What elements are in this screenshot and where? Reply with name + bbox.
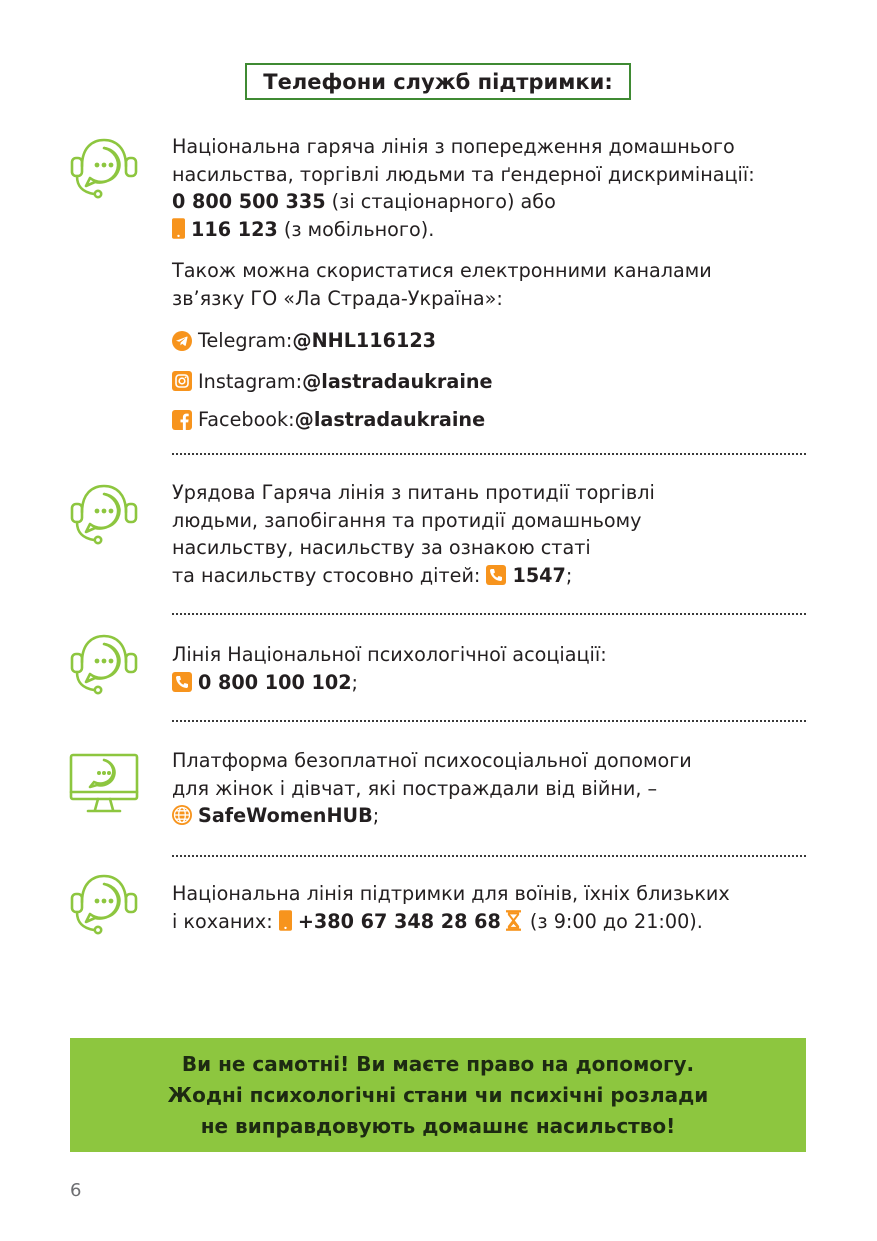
support-banner: [70, 1038, 806, 1152]
phone-line: [172, 908, 812, 936]
text-line: людьми, запобігання та протидії домашньому: [172, 508, 642, 532]
phone-icon: [172, 672, 192, 692]
telegram-link[interactable]: [172, 327, 812, 355]
punctuation: ;: [351, 670, 359, 694]
phone-number[interactable]: 0 800 100 102: [198, 670, 352, 694]
phone-icon: [486, 565, 506, 585]
phone-note: (зі стаціонарного) або: [325, 190, 556, 213]
section-veterans-line: [172, 880, 812, 935]
social-handle: @NHL116123: [292, 329, 437, 352]
text-line: Платформа безоплатної психосоціальної допомоги: [172, 749, 692, 772]
phone-line: [172, 188, 812, 216]
headset-chat-icon: [68, 632, 140, 696]
headset-chat-icon: [68, 872, 140, 936]
site-line: [172, 802, 812, 830]
dotted-divider: [172, 613, 806, 615]
phone-number[interactable]: 0 800 500 335: [172, 190, 326, 213]
headset-chat-icon: [68, 482, 140, 546]
text-line: зв’язку ГО «Ла Страда-Україна»:: [172, 286, 503, 310]
section-national-hotline: [172, 133, 812, 434]
banner-line: Ви не самотні! Ви маєте право на допомогу.: [181, 1051, 695, 1076]
dotted-divider: [172, 855, 806, 857]
banner-line: Жодні психологічні стани чи психічні розлади: [167, 1082, 709, 1107]
social-handle: @lastradaukraine: [302, 369, 493, 393]
text-line: Національна гаряча лінія з попередження домашнього: [172, 135, 735, 158]
social-handle: @lastradaukraine: [294, 408, 486, 431]
instagram-icon: [172, 371, 192, 391]
text-line: та насильству стосовно дітей:: [172, 563, 487, 587]
section-safewomenhub: [172, 747, 812, 830]
social-label: Telegram:: [198, 329, 293, 352]
social-label: Facebook:: [198, 408, 295, 431]
text-line: і коханих:: [172, 909, 279, 933]
headset-chat-icon: [68, 136, 140, 200]
phone-number[interactable]: +380 67 348 28 68: [297, 909, 501, 933]
text-line: Урядова Гаряча лінія з питань протидії торгівлі: [172, 481, 655, 504]
hours-text: (з 9:00 до 21:00).: [523, 909, 703, 933]
page-title: [245, 63, 631, 100]
mobile-phone-icon: [172, 218, 185, 239]
social-label: Instagram:: [198, 369, 303, 393]
punctuation: ;: [565, 563, 573, 587]
dotted-divider: [172, 453, 806, 455]
page-title-text: Телефони служб підтримки:: [263, 69, 613, 94]
facebook-link[interactable]: [172, 406, 812, 434]
text-line: Лінія Національної психологічної асоціації:: [172, 643, 607, 666]
phone-number[interactable]: 116 123: [191, 217, 278, 241]
phone-line: [172, 562, 812, 590]
site-link[interactable]: SafeWomenHUB: [198, 804, 373, 827]
text-line: Національна лінія підтримки для воїнів, їхніх близьких: [172, 882, 730, 905]
page-number: 6: [70, 1180, 82, 1201]
instagram-link[interactable]: [172, 368, 812, 396]
hourglass-icon: [506, 910, 521, 931]
facebook-icon: [172, 410, 192, 430]
section-government-hotline: [172, 479, 812, 589]
dotted-divider: [172, 720, 806, 722]
banner-line: не виправдовують домашнє насильство!: [200, 1113, 676, 1138]
text-line: насильства, торгівлі людьми та ґендерної дискримінації:: [172, 162, 755, 186]
text-line: Також можна скористатися електронними каналами: [172, 259, 712, 282]
telegram-icon: [172, 331, 192, 351]
section-psychological-association: [172, 641, 812, 696]
punctuation: ;: [372, 804, 380, 827]
monitor-chat-icon: [68, 752, 140, 816]
text-line: для жінок і дівчат, які постраждали від війни, –: [172, 776, 658, 800]
phone-line: [172, 216, 812, 244]
globe-icon: [172, 805, 192, 825]
text-line: насильству, насильству за ознакою статі: [172, 536, 591, 559]
phone-line: [172, 669, 812, 697]
phone-number[interactable]: 1547: [512, 563, 566, 587]
mobile-phone-icon: [279, 910, 292, 931]
phone-note: (з мобільного).: [277, 217, 435, 241]
